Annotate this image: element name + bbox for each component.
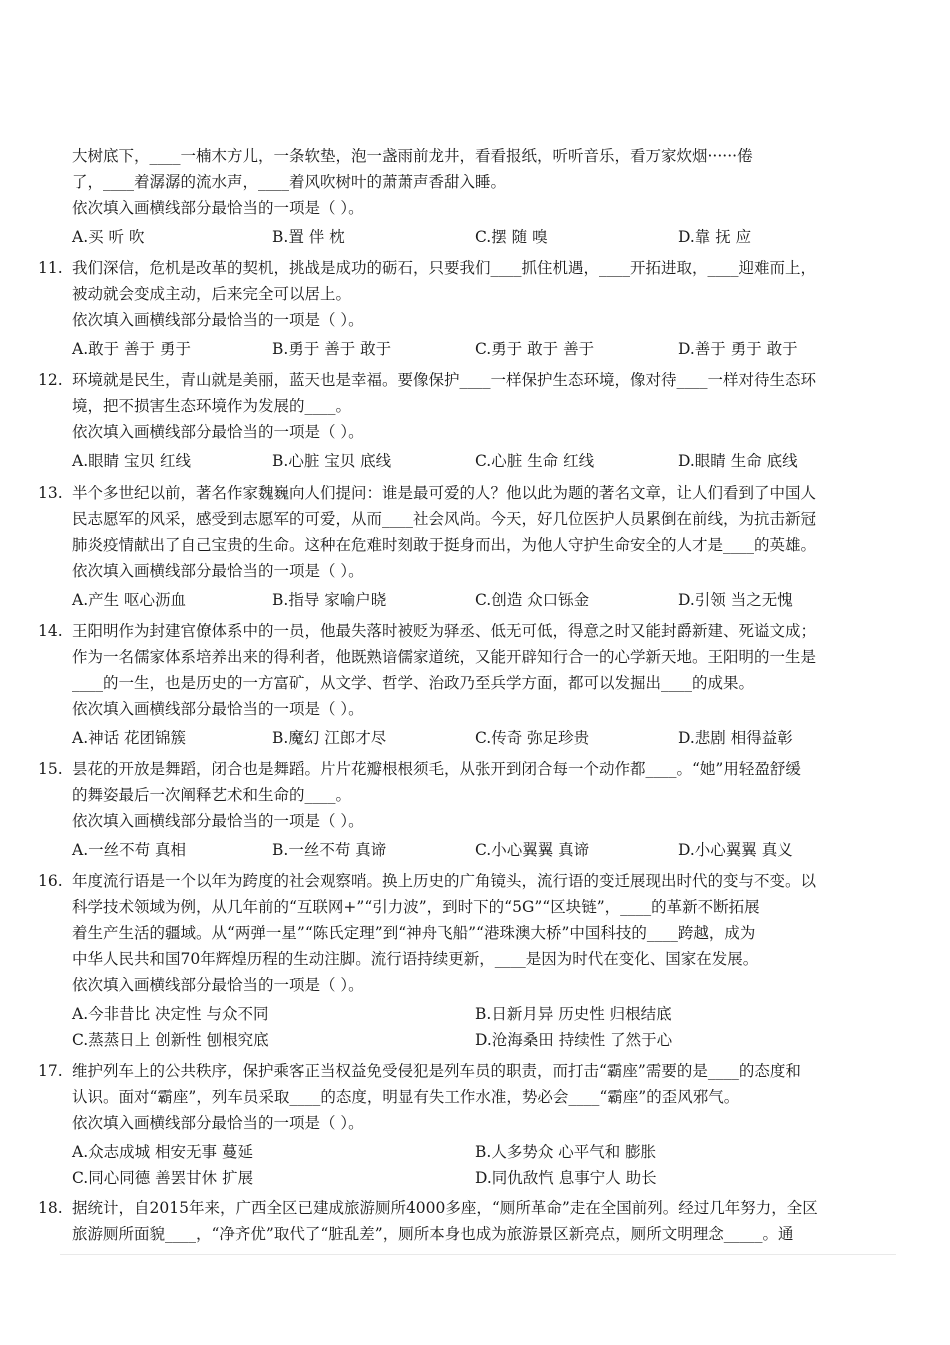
intro-options xyxy=(72,224,884,250)
option-a: A.敢于 善于 勇于 xyxy=(72,340,191,358)
option-b: B.勇于 善于 敢于 xyxy=(272,340,392,358)
question-line xyxy=(38,618,878,644)
question-line xyxy=(38,255,878,281)
question-prompt: 依次填入画横线部分最恰当的一项是（ ）。 xyxy=(72,311,364,329)
question-text: 昙花的开放是舞蹈，闭合也是舞蹈。片片花瓣根根须毛，从张开到闭合每一个动作都____。“她”用轻盈舒缓 xyxy=(72,760,801,778)
question-options xyxy=(72,1165,884,1191)
option-a: A.众志成城 相安无事 蔓延 xyxy=(72,1143,253,1161)
page-divider xyxy=(60,1254,896,1255)
question-number: 12. xyxy=(38,371,63,389)
option-c: C.创造 众口铄金 xyxy=(475,591,590,609)
question-options xyxy=(72,1139,884,1165)
option-d: D.眼睛 生命 底线 xyxy=(678,452,798,470)
question-options xyxy=(72,336,884,362)
question-number: 11. xyxy=(38,259,63,277)
option-d: D.悲剧 相得益彰 xyxy=(678,729,793,747)
option-d: D.靠 抚 应 xyxy=(678,228,752,246)
option-d: D.同仇敌忾 息事宁人 助长 xyxy=(475,1169,657,1187)
question-options xyxy=(72,1027,884,1053)
question-line: 认识。面对“霸座”，列车员采取____的态度，明显有失工作水准，势必会____“霸座”的歪风邪气。 xyxy=(72,1088,740,1106)
question-prompt: 依次填入画横线部分最恰当的一项是（ ）。 xyxy=(72,423,364,441)
question-text: 王阳明作为封建官僚体系中的一员，他最失落时被贬为驿丞、低无可低，得意之时又能封爵新建、死谥文成； xyxy=(72,622,817,640)
option-c: C.同心同德 善罢甘休 扩展 xyxy=(72,1169,254,1187)
question-text: 年度流行语是一个以年为跨度的社会观察哨。换上历史的广角镜头，流行语的变迁展现出时代的变与不变。以 xyxy=(72,872,817,890)
question-line: 民志愿军的风采，感受到志愿军的可爱，从而____社会风尚。今天，好几位医护人员累倒在前线，为抗击新冠 xyxy=(72,510,817,528)
option-c: C.勇于 敢于 善于 xyxy=(475,340,595,358)
question-line: 被动就会变成主动，后来完全可以居上。 xyxy=(72,285,352,303)
question-text: 半个多世纪以前，著名作家魏巍向人们提问：谁是最可爱的人？他以此为题的著名文章，让人们看到了中国人 xyxy=(72,484,817,502)
question-line xyxy=(38,1058,878,1084)
option-b: B.心脏 宝贝 底线 xyxy=(272,452,392,470)
question-line: 科学技术领域为例，从几年前的“互联网+”“引力波”，到时下的“5G”“区块链”，____的革新不断拓展 xyxy=(72,898,760,916)
question-text: 我们深信，危机是改革的契机，挑战是成功的砺石，只要我们____抓住机遇，____开拓进取，____迎难而上， xyxy=(72,259,817,277)
question-line xyxy=(38,756,878,782)
question-number: 18. xyxy=(38,1199,63,1217)
option-a: A.一丝不苟 真相 xyxy=(72,841,187,859)
option-b: B.魔幻 江郎才尽 xyxy=(272,729,387,747)
option-d: D.小心翼翼 真义 xyxy=(678,841,793,859)
option-c: C.摆 随 嗅 xyxy=(475,228,548,246)
intro-line-2: 了，____着潺潺的流水声，____着风吹树叶的萧萧声香甜入睡。 xyxy=(72,173,507,191)
question-number: 14. xyxy=(38,622,63,640)
question-number: 17. xyxy=(38,1062,63,1080)
option-a: A.买 听 吹 xyxy=(72,228,145,246)
question-options xyxy=(72,448,884,474)
option-b: B.置 伴 枕 xyxy=(272,228,345,246)
question-options xyxy=(72,725,884,751)
option-c: C.蒸蒸日上 创新性 刨根究底 xyxy=(72,1031,269,1049)
question-line xyxy=(38,480,878,506)
question-prompt: 依次填入画横线部分最恰当的一项是（ ）。 xyxy=(72,562,364,580)
question-number: 15. xyxy=(38,760,63,778)
option-c: C.心脏 生命 红线 xyxy=(475,452,595,470)
option-c: C.传奇 弥足珍贵 xyxy=(475,729,590,747)
option-c: C.小心翼翼 真谛 xyxy=(475,841,590,859)
question-text: 据统计，自2015年来，广西全区已建成旅游厕所4000多座，“厕所革命”走在全国前列。经过几年努力，全区 xyxy=(72,1199,818,1217)
question-line: 作为一名儒家体系培养出来的得利者，他既熟谙儒家道统，又能开辟知行合一的心学新天地。王阳明的一生是 xyxy=(72,648,817,666)
question-prompt: 依次填入画横线部分最恰当的一项是（ ）。 xyxy=(72,1114,364,1132)
option-d: D.善于 勇于 敢于 xyxy=(678,340,798,358)
question-options xyxy=(72,1001,884,1027)
intro-line-1: 大树底下，____一楠木方儿，一条软垫，泡一盏雨前龙井，看看报纸，听听音乐，看万家炊烟······倦 xyxy=(72,147,753,165)
question-prompt: 依次填入画横线部分最恰当的一项是（ ）。 xyxy=(72,700,364,718)
option-b: B.日新月异 历史性 归根结底 xyxy=(475,1005,672,1023)
option-a: A.今非昔比 决定性 与众不同 xyxy=(72,1005,269,1023)
question-line: ____的一生，也是历史的一方富矿，从文学、哲学、治政乃至兵学方面，都可以发掘出____的成果。 xyxy=(72,674,755,692)
question-prompt: 依次填入画横线部分最恰当的一项是（ ）。 xyxy=(72,812,364,830)
question-line: 境，把不损害生态环境作为发展的____。 xyxy=(72,397,352,415)
question-text: 环境就是民生，青山就是美丽，蓝天也是幸福。要像保护____一样保护生态环境，像对待____一样对待生态环 xyxy=(72,371,817,389)
question-line xyxy=(38,1195,878,1221)
question-number: 16. xyxy=(38,872,63,890)
question-options xyxy=(72,837,884,863)
intro-prompt: 依次填入画横线部分最恰当的一项是（ ）。 xyxy=(72,199,364,217)
question-line: 的舞姿最后一次阐释艺术和生命的____。 xyxy=(72,786,352,804)
option-b: B.指导 家喻户晓 xyxy=(272,591,387,609)
option-d: D.沧海桑田 持续性 了然于心 xyxy=(475,1031,673,1049)
option-b: B.人多势众 心平气和 膨胀 xyxy=(475,1143,657,1161)
question-line: 旅游厕所面貌____，“净齐优”取代了“脏乱差”，厕所本身也成为旅游景区新亮点，厕所文明理念_____。通 xyxy=(72,1225,794,1243)
question-line xyxy=(38,367,878,393)
question-line: 着生产生活的疆域。从“两弹一星”“陈氏定理”到“神舟飞船”“港珠澳大桥”中国科技的____跨越，成为 xyxy=(72,924,756,942)
question-number: 13. xyxy=(38,484,63,502)
question-prompt: 依次填入画横线部分最恰当的一项是（ ）。 xyxy=(72,976,364,994)
option-b: B.一丝不苟 真谛 xyxy=(272,841,387,859)
question-text: 维护列车上的公共秩序，保护乘客正当权益免受侵犯是列车员的职责，而打击“霸座”需要的是____的态度和 xyxy=(72,1062,801,1080)
question-line xyxy=(38,868,878,894)
question-line: 肺炎疫情献出了自己宝贵的生命。这种在危难时刻敢于挺身而出，为他人守护生命安全的人才是____的英雄。 xyxy=(72,536,817,554)
question-line: 中华人民共和国70年辉煌历程的生动注脚。流行语持续更新，____是因为时代在变化、国家在发展。 xyxy=(72,950,759,968)
option-a: A.眼睛 宝贝 红线 xyxy=(72,452,191,470)
option-a: A.产生 呕心沥血 xyxy=(72,591,187,609)
option-d: D.引领 当之无愧 xyxy=(678,591,793,609)
question-options xyxy=(72,587,884,613)
option-a: A.神话 花团锦簇 xyxy=(72,729,187,747)
